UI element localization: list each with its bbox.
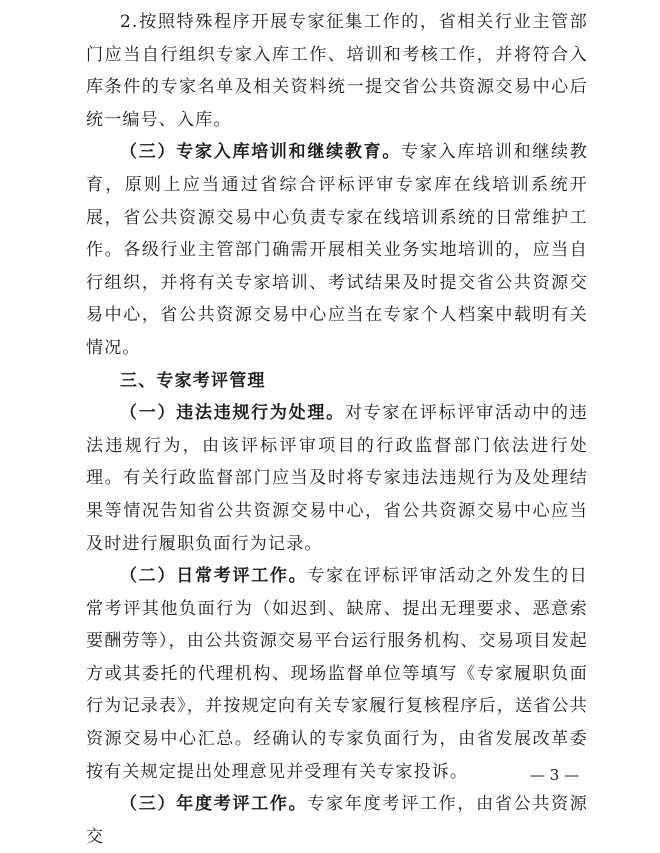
paragraph-training: [86, 136, 588, 364]
paragraph-violations: [86, 397, 588, 560]
page-number: — 3 —: [530, 766, 580, 784]
paragraph-annual-evaluation-text: 专家年度考评工作，由省公共资源交: [86, 794, 589, 847]
paragraph-training-text: 专家入库培训和继续教育，原则上应当通过省综合评标评审专家库在线培训系统开展，省公共资源交易中心负责专家在线培训系统的日常维护工作。各级行业主管部门确需开展相关业务实地培训的，应当自行组织，并将有关专家培训、考试结果及时提交省公共资源交易中心，省公共资源交易中心应当在专家个人档案中载明有关情况。: [86, 142, 588, 358]
paragraph-daily-evaluation-text: 专家在评标评审活动之外发生的日常考评其他负面行为（如迟到、缺席、提出无理要求、恶意索要酬劳等），由公共资源交易平台运行服务机构、交易项目发起方或其委托的代理机构、现场监督单位等填写《专家履职负面行为记录表》，并按规定向有关专家履行复核程序后，送省公共资源交易中心汇总。经确认的专家负面行为，由省发展改革委按有关规定提出处理意见并受理有关专家投诉。: [86, 566, 589, 782]
subheading-annual-evaluation: （三）年度考评工作。: [120, 794, 308, 815]
section-heading-evaluation: 三、专家考评管理: [120, 370, 266, 391]
paragraph-annual-evaluation: [86, 788, 588, 853]
subheading-violations: （一）违法违规行为处理。: [120, 403, 345, 424]
subheading-daily-evaluation: （二）日常考评工作。: [120, 566, 308, 587]
paragraph-special-procedure: 2.按照特殊程序开展专家征集工作的，省相关行业主管部门应当自行组织专家入库工作、培训和考核工作，并将符合入库条件的专家名单及相关资料统一提交省公共资源交易中心后统一编号、入库。: [86, 12, 588, 130]
subheading-training: （三）专家入库培训和继续教育。: [120, 142, 402, 163]
paragraph-violations-text: 对专家在评标评审活动中的违法违规行为，由该评标评审项目的行政监督部门依法进行处理。有关行政监督部门应当及时将专家违法违规行为及处理结果等情况告知省公共资源交易中心，省公共资源交易中心应当及时进行履职负面行为记录。: [86, 403, 588, 554]
document-body: [86, 6, 588, 853]
paragraph-daily-evaluation: [86, 560, 588, 788]
